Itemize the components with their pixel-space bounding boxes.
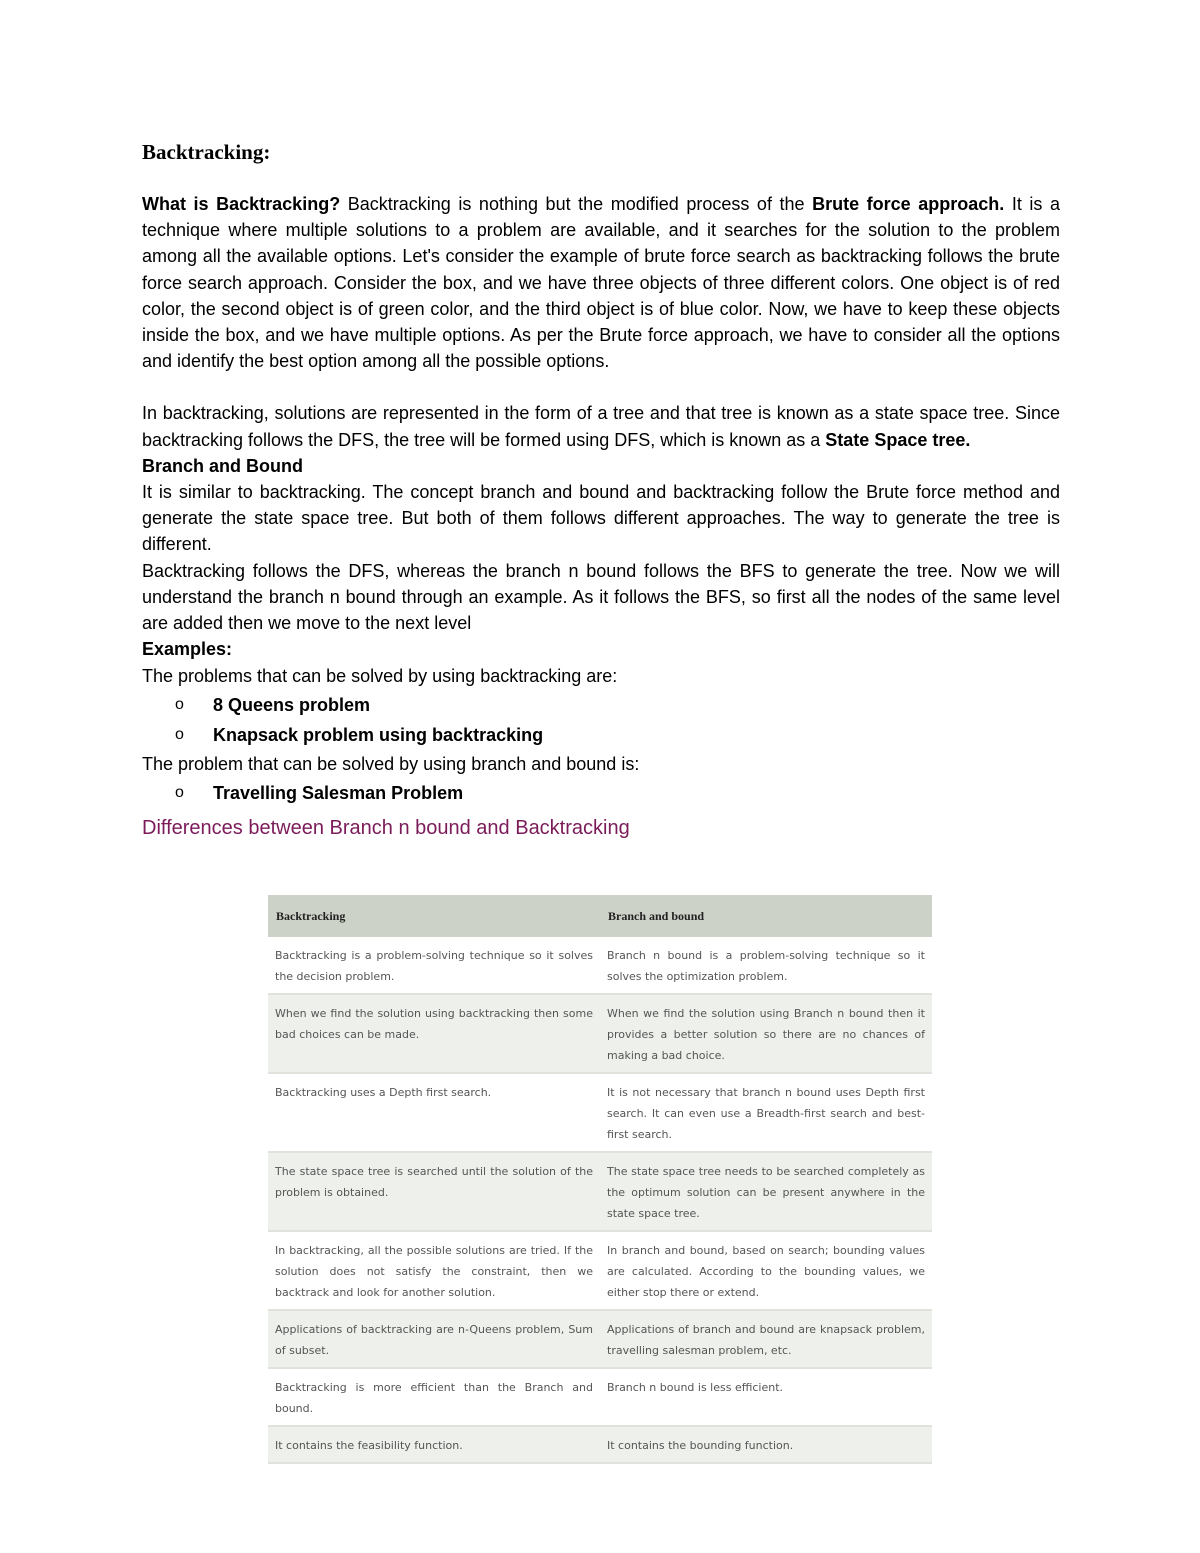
table-row [268,1073,932,1152]
bnb-problems-list [142,778,1060,808]
bnb-paragraph-1: It is similar to backtracking. The concept branch and bound and backtracking follow the Brute force method and generate the state space tree. But both of them follows different approaches. The way to generate the tree is different. [142,482,1060,555]
bnb-paragraph-2: Backtracking follows the DFS, whereas the branch n bound follows the BFS to generate the tree. Now we will understand the branch n bound through an example. As it follows the BFS, so first all the nodes of the same level are added then we move to the next level [142,560,1060,634]
intro-paragraph [142,191,1060,374]
bt-problems-intro: The problems that can be solved by using backtracking are: [142,666,618,687]
intro-text-1: Backtracking is nothing but the modified process of the [340,194,813,214]
table-cell: When we find the solution using backtracking then some bad choices can be made. [268,994,600,1073]
bullet-icon: o [175,726,184,744]
intro-brute-force: Brute force approach. [812,194,1005,214]
table-cell: Backtracking is more efficient than the Branch and bound. [268,1368,600,1426]
column-header-backtracking: Backtracking [268,895,600,937]
comparison-table-image [268,895,932,1464]
table-row [268,1152,932,1231]
table-cell: Backtracking is a problem-solving technique so it solves the decision problem. [268,937,600,994]
table-cell: It contains the bounding function. [600,1426,932,1463]
bullet-icon: o [175,784,184,802]
table-header-row [268,895,932,937]
bnb-problems-intro: The problem that can be solved by using branch and bound is: [142,754,640,775]
table-row [268,1310,932,1368]
table-cell: Branch n bound is a problem-solving technique so it solves the optimization problem. [600,937,932,994]
table-cell: In backtracking, all the possible solutions are tried. If the solution does not satisfy the constraint, then we backtrack and look for another solution. [268,1231,600,1310]
table-cell: It is not necessary that branch n bound uses Depth first search. It can even use a Breadth-first search and best-first search. [600,1073,932,1152]
table-row [268,1231,932,1310]
list-item: o 8 Queens problem [142,690,1060,720]
table-cell: The state space tree needs to be searched completely as the optimum solution can be present anywhere in the state space tree. [600,1152,932,1231]
table-row [268,1368,932,1426]
intro-text-2: It is a technique where multiple solutions to a problem are available, and it searches for the solution to the problem among all the available options. Let's consider the example of brute force search as backtracking follows the brute force search approach. Consider the box, and we have three objects of three different colors. One object is of red color, the second object is of green color, and the third object is of blue color. Now, we have to keep these objects inside the box, and we have multiple options. As per the Brute force approach, we have to consider all the options and identify the best option among all the possible options. [142,194,1061,372]
state-space-text: In backtracking, solutions are represented in the form of a tree and that tree is known as a state space tree. Since backtracking follows the DFS, the tree will be formed using DFS, which is known as a [142,403,1060,450]
table-row [268,937,932,994]
list-item: o Travelling Salesman Problem [142,778,1060,808]
column-header-branch-and-bound: Branch and bound [600,895,932,937]
examples-heading: Examples: [142,639,233,660]
state-space-paragraph [142,400,1060,452]
table-cell: Applications of branch and bound are knapsack problem, travelling salesman problem, etc. [600,1310,932,1368]
table-cell: Backtracking uses a Depth first search. [268,1073,600,1152]
differences-heading: Differences between Branch n bound and Backtracking [142,817,630,840]
bt-problems-list [142,690,1060,750]
document-title: Backtracking: [142,140,271,164]
table-cell: In branch and bound, based on search; bounding values are calculated. According to the bounding values, we either stop there or extend. [600,1231,932,1310]
intro-question: What is Backtracking? [142,194,341,214]
table-cell: Branch n bound is less efficient. [600,1368,932,1426]
bullet-icon: o [175,696,184,714]
list-item: o Knapsack problem using backtracking [142,720,1060,750]
state-space-term: State Space tree. [825,429,971,450]
table-cell: When we find the solution using Branch n bound then it provides a better solution so there are no chances of making a bad choice. [600,994,932,1073]
table-cell: It contains the feasibility function. [268,1426,600,1463]
table-cell: Applications of backtracking are n-Queens problem, Sum of subset. [268,1310,600,1368]
table-row [268,994,932,1073]
bnb-heading: Branch and Bound [142,455,303,476]
comparison-table [268,895,932,1464]
table-cell: The state space tree is searched until the solution of the problem is obtained. [268,1152,600,1231]
table-row [268,1426,932,1463]
document-page [142,140,1060,842]
